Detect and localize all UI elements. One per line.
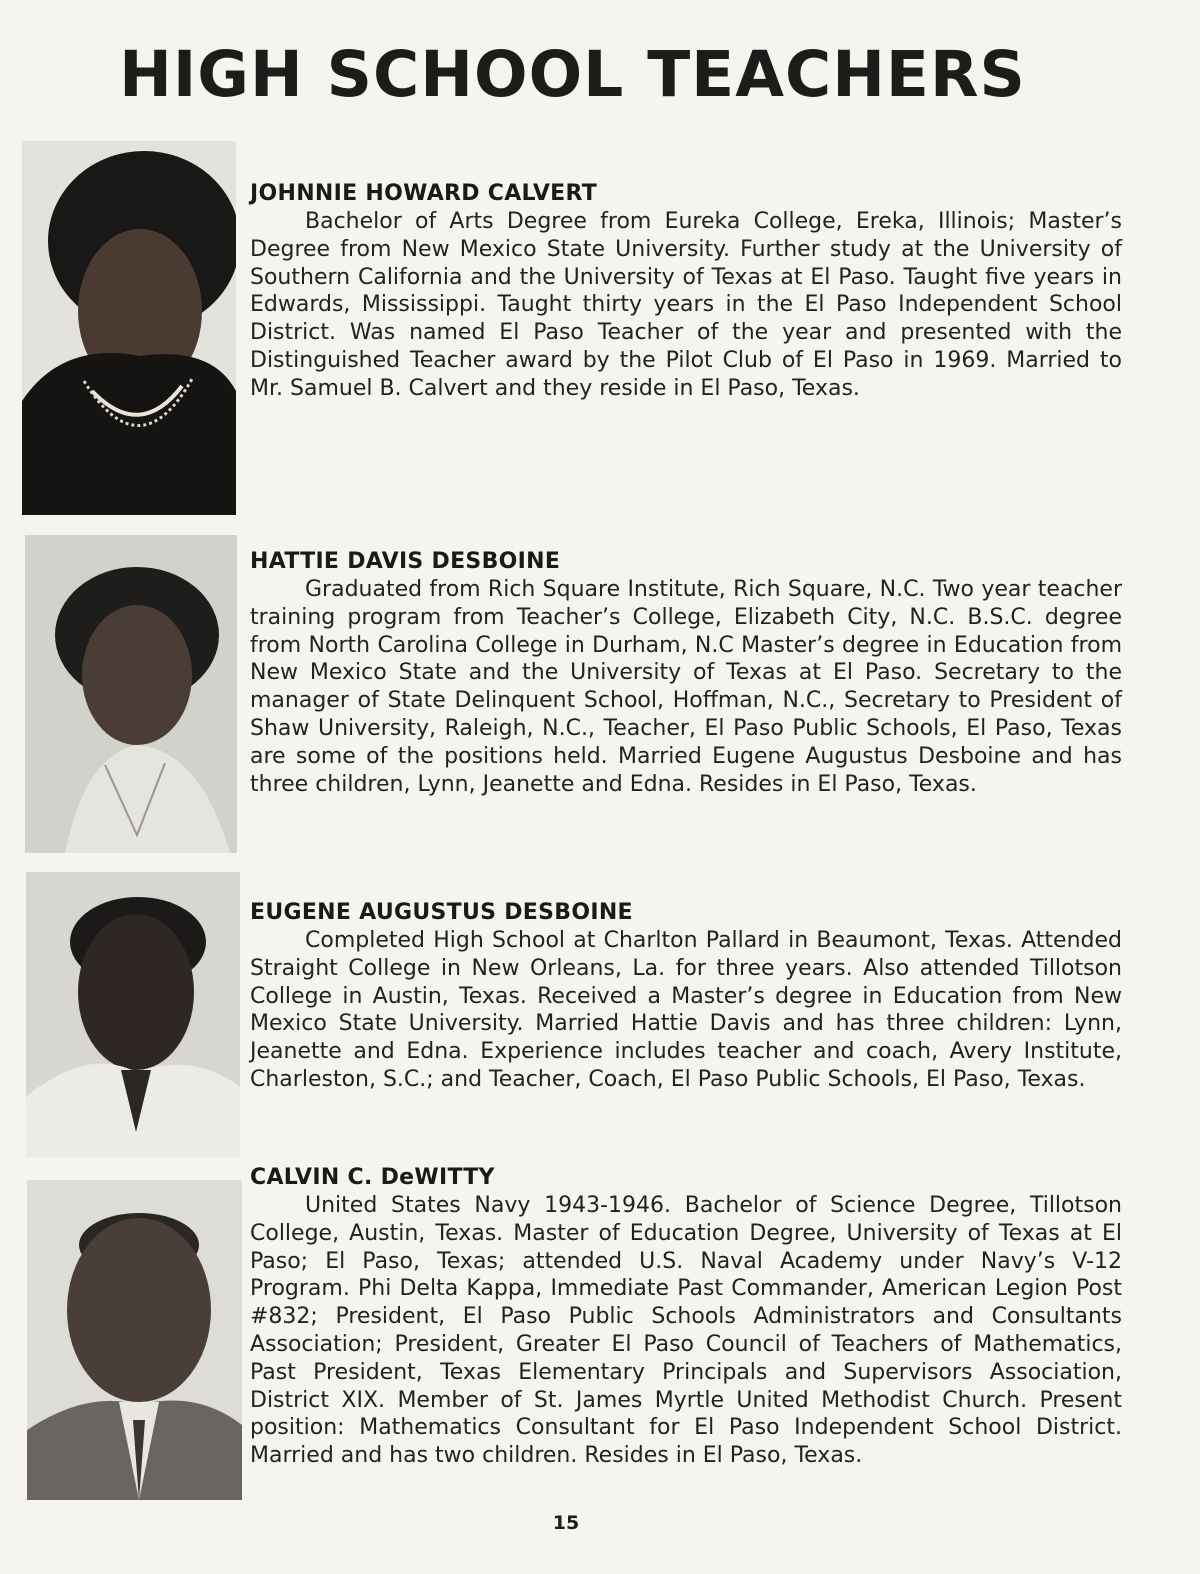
teacher-photo-calvert [22, 141, 236, 515]
page-title: HIGH SCHOOL TEACHERS [119, 38, 1026, 111]
teacher-bio: Bachelor of Arts Degree from Eureka College, Ereka, Illinois; Master’s Degree from New Mexico State University. Further study at the University of Southern California and the University of Texas at El Paso. Taught five years in Edwards, Mississippi. Taught thirty years in the El Paso Independent School District. Was named El Paso Teacher of the year and presented with the Distinguished Teacher award by the Pilot Club of El Paso in 1969. Married to Mr. Samuel B. Calvert and they reside in El Paso, Texas. [250, 209, 1122, 401]
teacher-name: EUGENE AUGUSTUS DESBOINE [250, 900, 633, 925]
portrait-calvert [22, 141, 236, 515]
teacher-entry-hattie-desboine [250, 549, 1122, 798]
portrait-eugene-desboine [26, 872, 240, 1157]
teacher-name: HATTIE DAVIS DESBOINE [250, 549, 561, 574]
teacher-entry-dewitty [250, 1165, 1122, 1470]
teacher-bio: United States Navy 1943-1946. Bachelor of Science Degree, Tillotson College, Austin, Texas. Master of Education Degree, University of Texas at El Paso; El Paso, Texas; attended U.S. Naval Academy under Navy’s V-12 Program. Phi Delta Kappa, Immediate Past Commander, American Legion Post #832; President, El Paso Public Schools Administrators and Consultants Association; President, Greater El Paso Council of Teachers of Mathematics, Past President, Texas Elementary Principals and Supervisors Association, District XIX. Member of St. James Myrtle United Methodist Church. Present position: Mathematics Consultant for El Paso Independent School District. Married and has two children. Resides in El Paso, Texas. [250, 1193, 1122, 1469]
teacher-photo-eugene-desboine [26, 872, 240, 1157]
teacher-name: JOHNNIE HOWARD CALVERT [250, 181, 598, 206]
portrait-dewitty [27, 1180, 242, 1500]
page-number: 15 [552, 1512, 580, 1534]
teacher-name: CALVIN C. DeWITTY [250, 1165, 495, 1190]
portrait-hattie-desboine [25, 535, 237, 853]
teacher-photo-dewitty [27, 1180, 242, 1500]
teacher-entry-calvert [250, 181, 1122, 403]
teacher-photo-hattie-desboine [25, 535, 237, 853]
teacher-bio: Graduated from Rich Square Institute, Rich Square, N.C. Two year teacher training program from Teacher’s College, Elizabeth City, N.C. B.S.C. degree from North Carolina College in Durham, N.C Master’s degree in Education from New Mexico State and the University of Texas at El Paso. Secretary to the manager of State Delinquent School, Hoffman, N.C., Secretary to President of Shaw University, Raleigh, N.C., Teacher, El Paso Public Schools, El Paso, Texas are some of the positions held. Married Eugene Augustus Desboine and has three children, Lynn, Jeanette and Edna. Resides in El Paso, Texas. [250, 577, 1122, 797]
teacher-bio: Completed High School at Charlton Pallard in Beaumont, Texas. Attended Straight College in New Orleans, La. for three years. Also attended Tillotson College in Austin, Texas. Received a Master’s degree in Education from New Mexico State University. Married Hattie Davis and has three children: Lynn, Jeanette and Edna. Experience includes teacher and coach, Avery Institute, Charleston, S.C.; and Teacher, Coach, El Paso Public Schools, El Paso, Texas. [250, 928, 1122, 1092]
teacher-entry-eugene-desboine [250, 900, 1122, 1094]
